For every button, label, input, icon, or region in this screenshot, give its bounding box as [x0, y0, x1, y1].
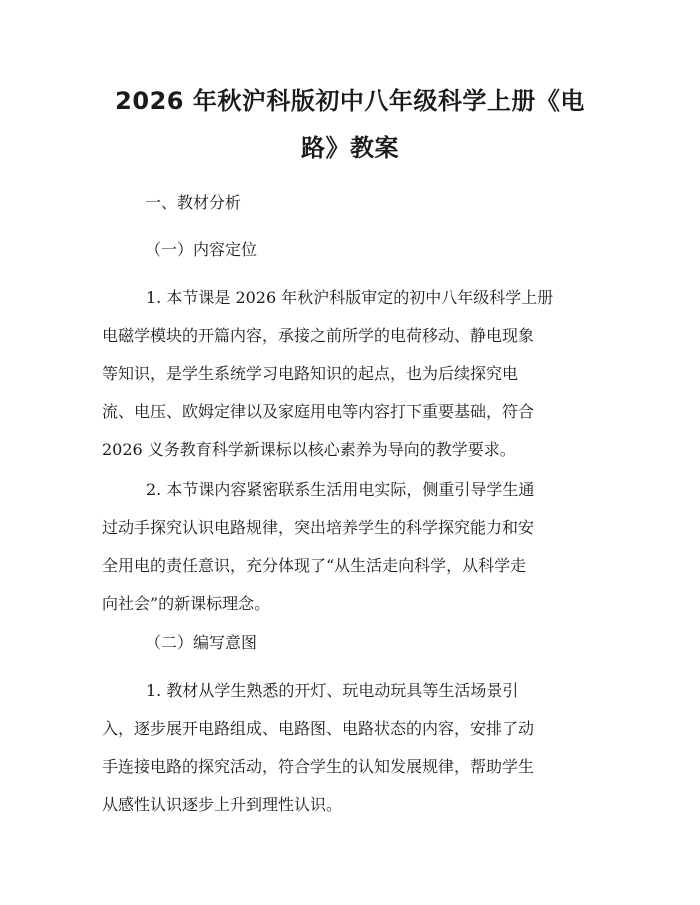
paragraph-line: 2026 义务教育科学新课标以核心素养为导向的教学要求。 [102, 440, 516, 459]
paragraph-line: 过动手探究认识电路规律，突出培养学生的科学探究能力和安 [102, 518, 535, 537]
paragraph-line: 2. 本节课内容紧密联系生活用电实际，侧重引导学生通 [146, 480, 535, 499]
subsection-heading-content-positioning: （一）内容定位 [145, 240, 258, 259]
paragraph-line: 向社会”的新课标理念。 [102, 594, 271, 613]
paragraph-line: 等知识，是学生系统学习电路知识的起点，也为后续探究电 [102, 364, 519, 383]
paragraph-line: 全用电的责任意识，充分体现了“从生活走向科学，从科学走 [102, 556, 527, 575]
paragraph-line: 1. 本节课是 2026 年秋沪科版审定的初中八年级科学上册 [146, 288, 554, 307]
paragraph-line: 入，逐步展开电路组成、电路图、电路状态的内容，安排了动 [102, 719, 535, 738]
paragraph-line: 1. 教材从学生熟悉的开灯、玩电动玩具等生活场景引 [146, 681, 519, 700]
document-title-line-2: 路》教案 [301, 134, 399, 162]
paragraph-line: 手连接电路的探究活动，符合学生的认知发展规律，帮助学生 [102, 757, 535, 776]
section-heading-textbook-analysis: 一、教材分析 [145, 193, 242, 212]
subsection-heading-writing-intent: （二）编写意图 [145, 633, 258, 652]
document-title-line-1: 2026 年秋沪科版初中八年级科学上册《电 [115, 87, 585, 115]
paragraph-line: 流、电压、欧姆定律以及家庭用电等内容打下重要基础，符合 [102, 402, 535, 421]
paragraph-line: 电磁学模块的开篇内容，承接之前所学的电荷移动、静电现象 [102, 326, 535, 345]
paragraph-line: 从感性认识逐步上升到理性认识。 [102, 795, 343, 814]
